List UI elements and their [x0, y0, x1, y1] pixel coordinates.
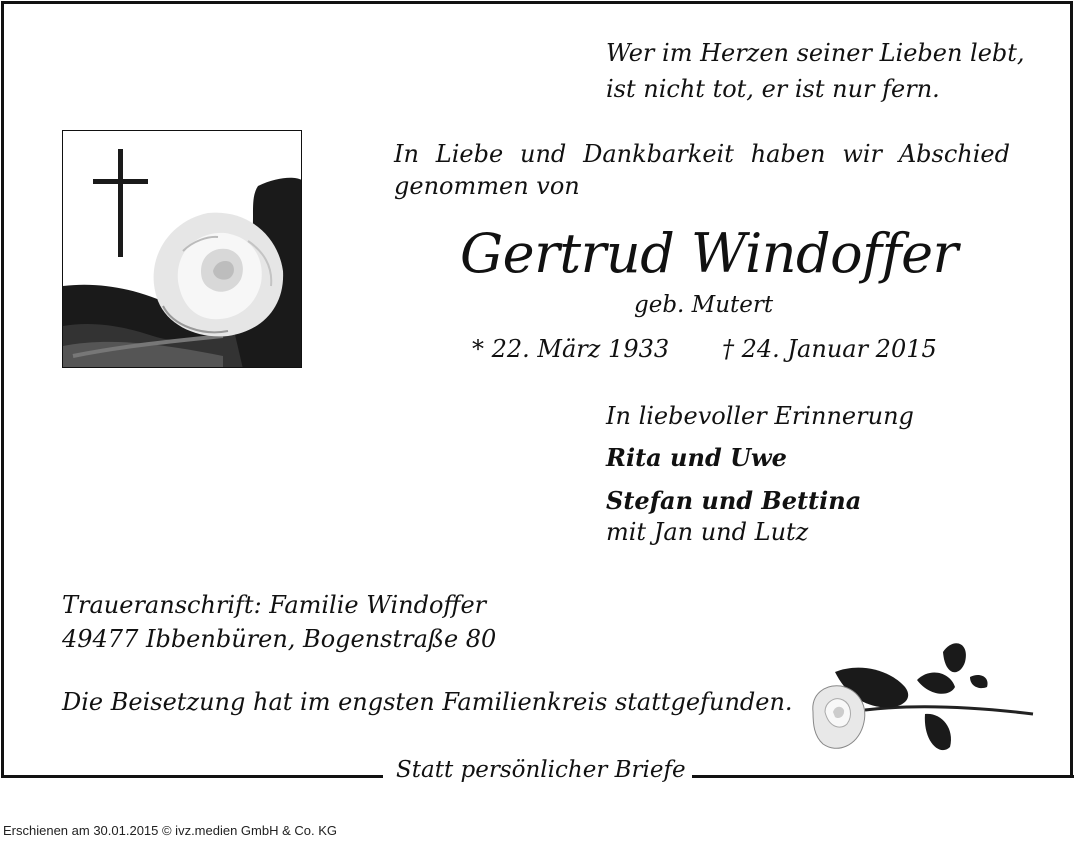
- motto-line-2: ist nicht tot, er ist nur fern.: [606, 75, 940, 103]
- burial-note: Die Beisetzung hat im engsten Familienkreis stattgefunden.: [62, 688, 793, 716]
- rose-branch-icon: [805, 632, 1040, 762]
- mourning-address: [62, 588, 496, 656]
- death-date: † 24. Januar 2015: [722, 335, 937, 363]
- address-line-1: Traueranschrift: Familie Windoffer: [62, 591, 487, 619]
- mourners-family-1: Rita und Uwe: [606, 443, 787, 472]
- bottom-rule-left: [1, 775, 383, 778]
- mourners-family-2: Stefan und Bettina: [606, 486, 862, 515]
- motto-line-1: Wer im Herzen seiner Lieben lebt,: [606, 39, 1025, 67]
- motto: [606, 35, 1025, 107]
- deceased-name: Gertrud Windoffer: [460, 222, 958, 285]
- mourners-intro: In liebevoller Erinnerung: [606, 402, 914, 430]
- birth-date: * 22. März 1933: [472, 335, 670, 363]
- publication-credit: Erschienen am 30.01.2015 © ivz.medien GmbH & Co. KG: [3, 823, 338, 838]
- rose-with-cross-photo: [62, 130, 302, 368]
- born-name: geb. Mutert: [634, 292, 774, 318]
- bottom-rule-right: [692, 775, 1074, 778]
- mourners-family-3: mit Jan und Lutz: [606, 518, 809, 546]
- intro-text: In Liebe und Dankbarkeit haben wir Abschied genommen von: [394, 140, 1010, 200]
- rose-cross-illustration: [63, 131, 302, 368]
- address-line-2: 49477 Ibbenbüren, Bogenstraße 80: [62, 625, 497, 653]
- footer-note: Statt persönlicher Briefe: [396, 757, 686, 783]
